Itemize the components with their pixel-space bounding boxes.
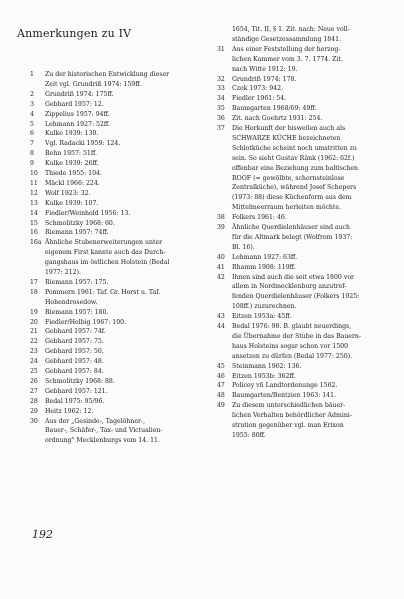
endnote-text: Pommern 1961: Taf. Gr. Horst u. Taf. Hohendrosedow. <box>45 288 161 306</box>
endnote-number: 42 <box>217 273 225 281</box>
endnote-text: Grundriß 1974: 175ff. <box>45 90 114 98</box>
endnote <box>30 318 126 328</box>
endnote-text: Kulke 1939: 107. <box>45 199 99 207</box>
endnote <box>217 45 343 75</box>
endnote-text: Aus einer Feststellung der herzog- lichen Kammer vom 3. 7. 1774. Zit. nach Witte 1912: 19. <box>232 45 343 73</box>
endnote-number: 36 <box>217 115 225 123</box>
endnote <box>30 209 130 219</box>
endnote <box>30 337 104 347</box>
endnote-text: Bedal 1976: 98. B. glaubt neuerdings, die Übernahme der Stube in das Bauern- haus Holsteins sogar schon vor 1500 ansetzen zu dürfen (Bedal 1977: 250). <box>232 323 362 360</box>
endnote <box>30 90 114 100</box>
endnote-number: 13 <box>30 199 38 207</box>
endnote-text: Eitzen 1953b: 362ff. <box>232 372 296 380</box>
endnote <box>30 377 115 387</box>
endnote-text: Zippelius 1957: 94ff. <box>45 110 110 118</box>
endnote-number: 38 <box>217 214 225 222</box>
endnote-number <box>217 25 232 45</box>
endnote-number: 25 <box>30 368 38 375</box>
endnote-text: Czok 1973: 942. <box>232 85 284 93</box>
endnote-text: Fiedler/Weinhold 1956: 13. <box>45 209 131 217</box>
endnote-text: Rhamm 1908: 119ff. <box>232 263 296 271</box>
endnote-number: 30 <box>30 417 38 425</box>
endnote-text: Zu der historischen Entwicklung dieser Zeit vgl. Grundriß 1974: 159ff. <box>45 71 170 88</box>
endnote-number: 9 <box>30 160 34 168</box>
endnote-number: 45 <box>217 362 225 370</box>
endnote-text: Kulke 1939: 26ff. <box>45 160 99 168</box>
endnote <box>217 372 296 382</box>
endnote-number: 1 <box>30 71 34 78</box>
endnote-text: Baumgarten 1968/69: 49ff. <box>232 105 317 113</box>
endnote-number: 15 <box>30 219 38 227</box>
endnote-number: 12 <box>30 189 38 197</box>
endnote <box>30 288 160 308</box>
endnote-text: Gebhard 1957: 84. <box>45 368 104 375</box>
endnote-number: 16 <box>30 229 38 237</box>
endnote-number: 31 <box>217 45 225 53</box>
endnote-text: Riemann 1957: 180. <box>45 308 109 316</box>
endnote-text: Schmolitzky 1968: 88. <box>45 377 115 385</box>
endnote <box>217 94 286 104</box>
endnote-number: 43 <box>217 313 225 321</box>
endnote <box>30 238 169 278</box>
endnote <box>30 100 104 110</box>
endnote-number: 47 <box>217 382 225 390</box>
endnote-number: 20 <box>30 318 38 326</box>
endnote-text: Ähnliche Stubenerweiterungen unter eigenem First kannte auch das Durch- gangshaus im östlichen Holstein (Bedal 1977: 212). <box>45 239 170 277</box>
endnote-text: Policey vñ Landtordenunge 1562. <box>232 382 338 390</box>
endnote-number: 14 <box>30 209 38 217</box>
endnote-number: 11 <box>30 179 38 187</box>
endnote <box>30 357 104 367</box>
endnote-number: 29 <box>30 407 38 415</box>
endnote <box>217 322 361 362</box>
endnote-number: 5 <box>30 120 34 128</box>
endnote-number: 17 <box>30 278 38 286</box>
endnote-text: Gebhard 1957: 121. <box>45 387 108 395</box>
endnote-text: Kulke 1939: 130. <box>45 130 99 138</box>
endnote-text: Folkers 1961: 46. <box>232 214 287 222</box>
endnote-text: Lehmann 1927: 52ff. <box>45 120 111 128</box>
endnote <box>217 124 358 213</box>
endnote-number: 23 <box>30 348 38 356</box>
endnote <box>217 104 317 114</box>
endnote <box>217 263 296 273</box>
endnote-text: Zit. nach Goehrtz 1931: 254. <box>232 115 323 123</box>
endnote-text: Riemann 1957: 74ff. <box>45 229 109 237</box>
endnote <box>30 228 109 238</box>
endnote-text: Vgl. Radacki 1959: 124. <box>45 140 121 148</box>
endnote <box>30 417 163 447</box>
endnote-number: 32 <box>217 75 225 83</box>
endnote-text: Riemann 1957: 175. <box>45 278 109 286</box>
endnote <box>217 381 337 391</box>
endnote <box>30 347 104 357</box>
endnote-text: Zu diesem unterschiedlichen bäuer- lichen Verhalten behördlicher Admini- stration gegenüber vgl. man Erixon 1955: 80ff. <box>232 402 352 439</box>
endnote-number: 48 <box>217 392 225 400</box>
endnote-number: 33 <box>217 85 225 93</box>
endnote <box>30 387 108 397</box>
endnote-text: Grundriß 1974: 178. <box>232 75 297 83</box>
endnote-text: Fiedler 1961: 54. <box>232 95 287 103</box>
endnote-number: 26 <box>30 377 38 385</box>
endnote-number: 4 <box>30 110 34 118</box>
endnote <box>217 273 359 313</box>
endnote-text: Gebhard 1957: 12. <box>45 100 104 108</box>
endnote-text: Bedal 1975: 95/96. <box>45 397 105 405</box>
endnote-text: 1654, Tit. II, § 1. Zit. nach: Neue voll- ständige Gesetzessammlung 1841. <box>232 26 350 43</box>
endnote <box>30 159 99 169</box>
endnote <box>30 397 104 407</box>
endnote-text: Aus der „Gesinde-, Tagelöhner-, Bauer-, Schäfer-, Tax- und Victualien- ordnung" Mecklenburgs vom 14. 11. <box>45 417 163 445</box>
endnote <box>217 84 283 94</box>
endnote <box>30 189 91 199</box>
endnote <box>217 362 301 372</box>
endnote-text: Lehmann 1927: 63ff. <box>232 253 298 261</box>
endnote <box>217 223 352 253</box>
endnote <box>217 312 291 322</box>
endnote <box>30 367 104 377</box>
endnote-number: 28 <box>30 397 38 405</box>
endnote <box>217 75 296 85</box>
endnote <box>217 213 287 223</box>
endnote-number: 41 <box>217 263 225 271</box>
endnote-number: 34 <box>217 95 225 103</box>
endnote <box>30 139 120 149</box>
endnote-number: 21 <box>30 328 38 336</box>
endnote-number: 44 <box>217 323 225 330</box>
endnote-text: Thiede 1955: 104. <box>45 170 102 177</box>
page-heading: Anmerkungen zu IV <box>17 27 132 40</box>
endnote <box>217 25 350 45</box>
endnote-number: 35 <box>217 105 225 113</box>
endnote <box>217 114 322 124</box>
endnote-text: Behn 1957: 51ff. <box>45 150 97 158</box>
endnote <box>217 401 352 441</box>
endnote <box>30 120 110 130</box>
endnote-text: Mäckl 1966: 224. <box>45 179 100 187</box>
endnote-number: 16a <box>30 239 42 247</box>
endnote-number: 37 <box>217 125 225 132</box>
endnote-text: Gebhard 1957: 50. <box>45 348 104 356</box>
endnote <box>30 149 97 159</box>
endnote-text: Fiedler/Helbig 1967: 100. <box>45 318 127 326</box>
endnote-number: 40 <box>217 253 225 261</box>
endnote <box>30 70 169 90</box>
endnote <box>30 308 108 318</box>
endnote-number: 8 <box>30 150 34 158</box>
endnote-number: 22 <box>30 338 38 346</box>
endnote-number: 6 <box>30 130 34 138</box>
endnote <box>30 219 115 229</box>
endnote-text: Heitz 1962: 12. <box>45 407 94 415</box>
endnote-number: 18 <box>30 288 38 296</box>
endnote-text: Die Herkunft der bisweilen auch als SCHWARZE KÜCHE bezeichneten Schlotküche scheint noch umstritten zu sein. So sieht Gustav Ränk (1962: 62f.) offenbar eine Beziehung zum baltischen ROOF (= gewölbte, schornsteinlose Zentralküche), während Josef Schepers (1973: 88) diese Küchenform aus dem Mittelmeerraum herleiten möchte. <box>232 125 359 212</box>
endnote-number: 10 <box>30 170 38 177</box>
endnote-text: Ihnen sind auch die seit etwa 1800 vor allem in Nordmecklenburg anzutref- fenden Querdielenhäuser (Folkers 1925: 108ff.) zuzurechnen. <box>232 273 360 311</box>
endnote <box>217 253 297 263</box>
endnote-number: 7 <box>30 140 34 148</box>
endnote-number: 24 <box>30 358 38 366</box>
endnote-number: 19 <box>30 308 38 316</box>
endnote-text: Schmolitzky 1968: 60. <box>45 219 115 227</box>
endnote <box>30 179 100 189</box>
endnote-text: Eitzen 1953a: 45ff. <box>232 313 292 321</box>
endnote <box>30 129 98 139</box>
endnote-text: Baumgarten/Bentzien 1963: 141. <box>232 392 337 400</box>
endnote-text: Steinmann 1962: 136. <box>232 362 302 370</box>
endnote-number: 27 <box>30 387 38 395</box>
endnote <box>30 110 110 120</box>
endnote <box>30 169 102 179</box>
endnote <box>30 278 108 288</box>
endnote-text: Ähnliche Querdielenhäuser sind auch für die Altmark belegt (Wolfrom 1937: Bl. 16). <box>232 224 353 251</box>
endnote-number: 46 <box>217 372 225 380</box>
endnote-text: Gebhard 1957: 48. <box>45 358 104 366</box>
endnote-number: 2 <box>30 90 34 98</box>
endnote-number: 3 <box>30 100 34 108</box>
endnote-text: Gebhard 1957: 74f. <box>45 328 106 336</box>
endnote <box>30 199 98 209</box>
endnote-text: Wolf 1923: 32. <box>45 189 91 197</box>
endnote <box>30 407 93 417</box>
endnote <box>30 327 106 337</box>
endnote <box>217 391 336 401</box>
endnote-number: 49 <box>217 402 225 410</box>
endnote-number: 39 <box>217 224 225 231</box>
page-number: 192 <box>32 528 53 541</box>
endnote-text: Gebhard 1957: 75. <box>45 338 104 346</box>
